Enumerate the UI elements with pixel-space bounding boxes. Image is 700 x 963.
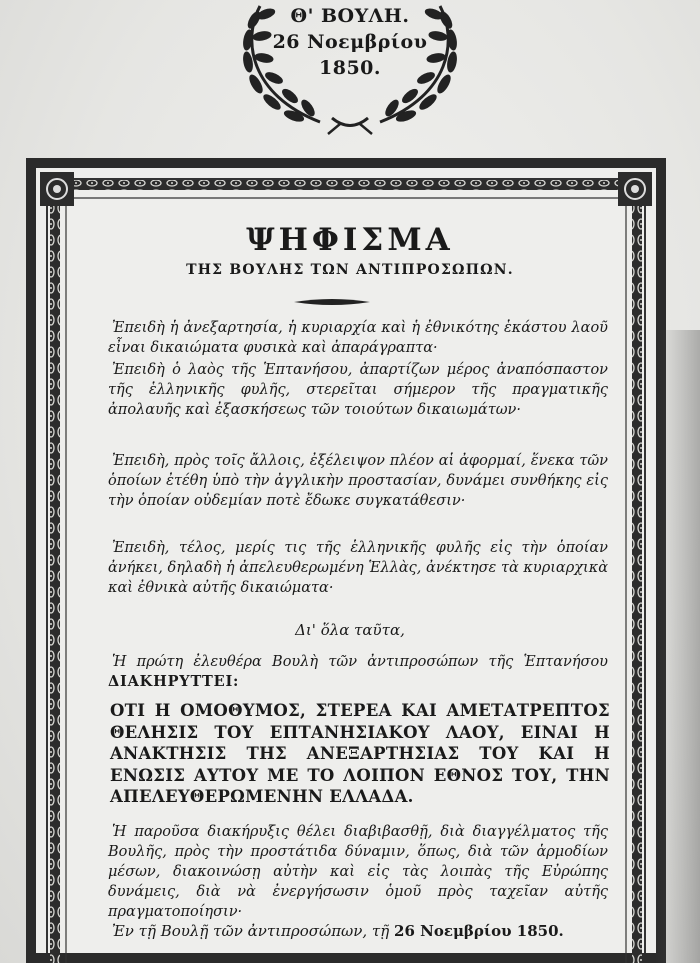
closing-date: 26 Νοεμβρίου 1850. — [394, 922, 564, 940]
session-year: 1850. — [319, 57, 381, 79]
closing-line — [112, 922, 608, 940]
preamble-paragraph: Ἐπειδὴ ὁ λαὸς τῆς Ἑπτανήσου, ἀπαρτίζων μέρος ἀναπόσπαστον τῆς ἑλληνικῆς φυλῆς, στερεῖται σήμερον τῆς πραγματικῆς ἀπολαυῆς καὶ ἐξασκήσεως τῶν τοιούτων δικαιωμάτων· — [108, 362, 608, 418]
corner-rosette-icon — [40, 172, 74, 206]
union-declaration: ΟΤΙ Η ΟΜΟΘΥΜΟΣ, ΣΤΕΡΕΑ ΚΑΙ ΑΜΕΤΑΤΡΕΠΤΟΣ ΘΕΛΗΣΙΣ ΤΟΥ ΕΠΤΑΝΗΣΙΑΚΟΥ ΛΑΟΥ, ΕΙΝΑΙ Η ΑΝΑΚΤΗΣΙΣ ΤΗΣ ΑΝΕΞΑΡΤΗΣΙΑΣ ΤΟΥ ΚΑΙ Η ΕΝΩΣΙΣ ΑΥΤΟΥ ΜΕ ΤΟ ΛΟΙΠΟΝ ΕΘΝΟΣ ΤΟΥ, ΤΗΝ ΑΠΕΛΕΥΘΕΡΩΜΕΝΗΝ ΕΛΛΑΔΑ. — [110, 701, 610, 806]
preamble-paragraph: Ἐπειδὴ ἡ ἀνεξαρτησία, ἡ κυριαρχία καὶ ἡ ἐθνικότης ἑκάστου λαοῦ εἶναι δικαιώματα φυσικὰ καὶ ἀπαράγραπτα· — [108, 320, 608, 356]
transmission-paragraph: Ἡ παροῦσα διακήρυξις θέλει διαβιβασθῇ, διὰ διαγγέλματος τῆς Βουλῆς, πρὸς τὴν προστάτιδα δύναμιν, ὅπως, διὰ τῶν ἁρμοδίων μέσων, διακοινώσῃ αὐτὴν καὶ εἰς τὰς λοιπὰς τῆς Εὐρώπης δυνάμεις, διὰ νὰ ἐνεργήσωσιν ὁμοῦ πρὸς ταχεῖαν αὐτῆς πραγματοποίησιν· — [108, 824, 608, 920]
therefore-line: Δι' ὅλα ταῦτα, — [295, 621, 405, 639]
preamble-paragraph: Ἐπειδὴ, τέλος, μερίς τις τῆς ἑλληνικῆς φυλῆς εἰς τὴν ὁποίαν ἀνήκει, δηλαδὴ ἡ ἀπελευθερωμένη Ἑλλὰς, ἀνέκτησε τὰ κυριαρχικὰ καὶ ἐθνικὰ αὐτῆς δικαιώματα· — [108, 540, 608, 596]
document-title: ΨΗΦΙΣΜΑ — [246, 222, 454, 258]
laurel-wreath-emblem — [232, 0, 468, 140]
session-label: Θ' ΒΟΥΛΗ. — [290, 5, 410, 27]
session-date: 26 Νοεμβρίου — [272, 31, 428, 53]
preamble-paragraph: Ἐπειδὴ, πρὸς τοῖς ἄλλοις, ἐξέλειψον πλέον αἱ ἀφορμαί, ἕνεκα τῶν ὁποίων ἐτέθη ὑπὸ τὴν ἀγγλικὴν προστασίαν, δυνάμει συνθήκης εἰς τὴν ὁποίαν οὐδεμίαν ποτὲ ἔδωκε συγκατάθεσιν· — [108, 453, 608, 509]
divider-ornament-icon — [292, 296, 372, 308]
corner-rosette-icon — [618, 172, 652, 206]
proclaims-word: ΔΙΑΚΗΡΥΤΤΕΙ: — [108, 673, 240, 690]
page-fold-shadow — [655, 330, 700, 963]
closing-text: Ἐν τῇ Βουλῇ τῶν ἀντιπροσώπων, τῇ — [112, 922, 390, 940]
proclamation-intro — [108, 652, 608, 692]
proclamation-intro-text: Ἡ πρώτη ἐλευθέρα Βουλὴ τῶν ἀντιπροσώπων τῆς Ἑπτανήσου — [112, 654, 608, 670]
document-subtitle: ΤΗΣ ΒΟΥΛΗΣ ΤΩΝ ΑΝΤΙΠΡΟΣΩΠΩΝ. — [186, 262, 514, 278]
